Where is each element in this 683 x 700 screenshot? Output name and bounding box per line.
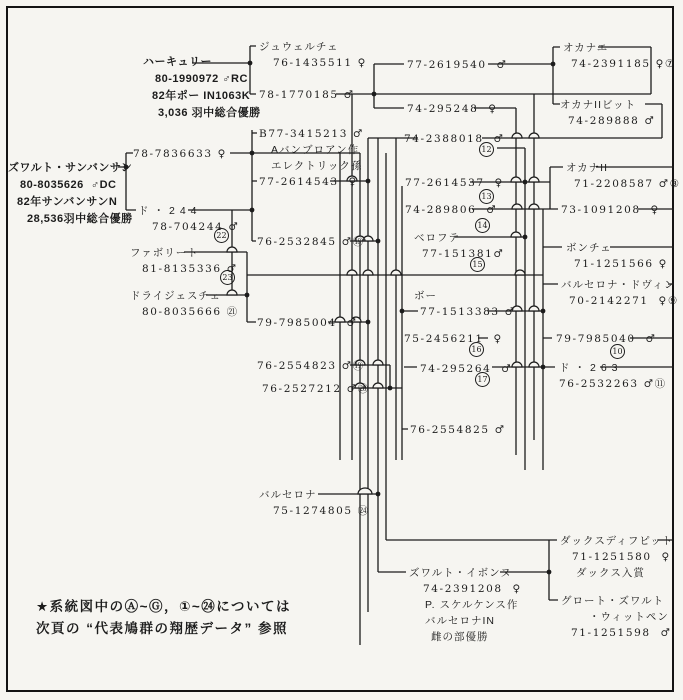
- pedigree-node-ring-74-289806: [405, 202, 497, 218]
- node-row: 78-1770185 ♂: [259, 89, 355, 101]
- node-row: 74-289806 ♂: [405, 204, 498, 216]
- node-row: 80-8035666 ㉑: [142, 306, 239, 318]
- footnote-line-1: ★系統図中のⒶ~Ⓖ，①~㉔については: [36, 599, 292, 614]
- node-row: 71-1251598 ♂: [571, 627, 672, 639]
- node-row: B77-3415213 ♂: [259, 128, 364, 140]
- node-row: 28,536羽中総合優勝: [27, 213, 133, 225]
- node-row: ジュウェルチェ: [259, 41, 339, 53]
- pedigree-node-dax-dief-pit: [560, 533, 673, 581]
- pedigree-node-bo: [414, 288, 516, 320]
- pedigree-node-circ-22: [214, 227, 229, 243]
- node-row: ダックスディフピット: [560, 535, 674, 547]
- circled-number-value: 14: [475, 218, 490, 233]
- circled-number-value: 22: [214, 228, 229, 243]
- circled-number: [479, 188, 494, 204]
- node-row: 74-295248 ♀: [407, 103, 498, 115]
- pedigree-node-circ-17: [475, 371, 490, 387]
- node-row: 74-295264 ♂: [420, 363, 513, 375]
- pedigree-node-circ-16: [469, 341, 484, 357]
- pedigree-node-barcelona-dovin: [561, 277, 679, 309]
- node-row: 80-1990972 ♂RC: [155, 73, 248, 85]
- pedigree-node-ring-76-2532845: [257, 234, 365, 250]
- pedigree-node-okana-2-bit: [560, 97, 655, 129]
- node-row: 74-2391185 ♀⑦: [571, 58, 676, 70]
- pedigree-node-circ-13: [479, 188, 494, 204]
- node-row: オカナエ: [563, 42, 609, 54]
- node-row: ベロフテ: [414, 232, 460, 244]
- pedigree-node-ring-78-1770185: [259, 87, 355, 103]
- node-row: 77-1513383 ♂: [420, 306, 516, 318]
- circled-number-value: 16: [469, 342, 484, 357]
- node-row: 雌の部優勝: [431, 631, 489, 643]
- node-row: 71-2208587 ♂⑧: [574, 178, 681, 190]
- circled-number-value: 23: [220, 270, 235, 285]
- node-row: ズワルト・イボンヌ: [409, 567, 512, 579]
- pedigree-node-okana-2: [566, 160, 681, 192]
- node-row: ダックス入賞: [576, 567, 645, 579]
- node-row: 76-2527212 ♂⑳: [262, 383, 370, 395]
- pedigree-node-ring-76-2527212: [262, 381, 370, 397]
- pedigree-node-ring-74-295248: [407, 101, 498, 117]
- node-row: 77-2614543 ♀: [259, 176, 358, 188]
- circled-number: [479, 141, 494, 157]
- node-row: グロート・ズワルト: [561, 595, 665, 607]
- circled-number-value: 12: [479, 142, 494, 157]
- pedigree-node-circ-12: [479, 141, 494, 157]
- node-row: 78-704244 ♂: [152, 221, 240, 233]
- circled-number: [475, 371, 490, 387]
- node-row: 82年ポー IN1063K: [152, 90, 251, 102]
- pedigree-node-belofte: [414, 230, 504, 262]
- node-row: バルセロナIN: [425, 615, 495, 627]
- pedigree-node-ring-77-2619540: [407, 57, 508, 73]
- circled-number: [610, 343, 625, 359]
- node-row: 71-1251566 ♀: [574, 258, 668, 270]
- node-row: エレクトリック孫: [271, 160, 363, 172]
- pedigree-node-ring-73-1091208: [561, 202, 660, 218]
- node-row: 3,036 羽中総合優勝: [158, 107, 261, 119]
- pedigree-node-okanae: [563, 40, 676, 72]
- node-row: 76-1435511 ♀: [273, 57, 367, 69]
- circled-number: [475, 217, 490, 233]
- node-row: 74-2388018 ♂: [404, 133, 505, 145]
- node-row: ドライジェスチェ: [130, 290, 221, 302]
- node-row: ボー: [414, 290, 437, 302]
- circled-number-value: 13: [479, 189, 494, 204]
- node-row: 74-289888 ♂: [568, 115, 656, 127]
- node-row: 79-7985040 ♂: [556, 333, 657, 345]
- node-row: ファボリート: [130, 247, 199, 259]
- node-row: 73-1091208 ♀: [561, 204, 660, 216]
- node-row: 78-7836633 ♀: [133, 148, 227, 160]
- node-row: 71-1251580 ♀: [572, 551, 671, 563]
- node-row: オカナIIビット: [560, 99, 637, 111]
- pedigree-node-circ-10: [610, 343, 625, 359]
- footnote-line-2: 次頁の “代表鳩群の翔歴データ” 参照: [36, 621, 289, 636]
- node-row: バルセロナ・ドヴィン: [561, 279, 676, 291]
- pedigree-node-zwart-sanbansan: [8, 160, 133, 228]
- node-row: ボンチェ: [566, 242, 612, 254]
- node-row: ド・263: [559, 362, 623, 374]
- node-row: 77-2619540 ♂: [407, 59, 508, 71]
- pedigree-node-zwart-yvonne: [409, 565, 522, 645]
- node-row: 75-2456211 ♀: [404, 333, 503, 345]
- pedigree-node-do-263: [559, 360, 667, 392]
- pedigree-node-ring-79-7985040: [556, 331, 657, 347]
- node-row: 76-2532845 ♂⑱: [257, 236, 365, 248]
- node-row: ハーキュリー: [143, 56, 212, 68]
- pedigree-node-ring-76-2554823: [257, 358, 365, 374]
- circled-number: [470, 256, 485, 272]
- circled-number-value: 15: [470, 257, 485, 272]
- node-row: ド・244: [138, 205, 202, 217]
- pedigree-node-circ-15: [470, 256, 485, 272]
- pedigree-node-dreigestche: [130, 288, 239, 320]
- circled-number-value: 17: [475, 372, 490, 387]
- node-row: 76-2554823 ♂⑲: [257, 360, 365, 372]
- circled-number: [220, 269, 235, 285]
- node-row: P. スケルケンス作: [425, 599, 519, 611]
- pedigree-node-ring-78-7836633: [133, 146, 227, 162]
- node-row: 74-2391208 ♀: [423, 583, 522, 595]
- node-row: 79-7985004 ♂: [257, 317, 358, 329]
- pedigree-node-circ-14: [475, 217, 490, 233]
- pedigree-node-barcelona: [259, 487, 370, 519]
- node-row: ・ウィットペン: [589, 611, 669, 623]
- node-row: 80-8035626 ♂DC: [20, 179, 117, 191]
- pedigree-node-circ-23: [220, 269, 235, 285]
- node-row: 76-2532263 ♂⑪: [559, 378, 667, 390]
- node-row: Aバンブロアン作: [271, 144, 360, 156]
- node-row: 77-2614537 ♀: [405, 177, 504, 189]
- pedigree-node-ring-b77-3415213: [259, 126, 364, 190]
- node-row: オカナII: [566, 162, 609, 174]
- footnote: [36, 596, 291, 640]
- node-row: 75-1274805 ㉔: [273, 505, 370, 517]
- pedigree-node-ring-75-2456211: [404, 331, 503, 347]
- node-row: 81-8135336 ♂: [142, 263, 238, 275]
- pedigree-node-ring-76-2554825: [410, 422, 506, 438]
- node-row: 82年サンバンサンN: [17, 196, 118, 208]
- node-row: 77-151381♂: [422, 248, 505, 260]
- circled-number: [214, 227, 229, 243]
- node-row: 76-2554825 ♂: [410, 424, 506, 436]
- circled-number: [469, 341, 484, 357]
- pedigree-node-ring-74-295264: [420, 361, 512, 377]
- node-row: バルセロナ: [259, 489, 317, 501]
- pedigree-node-groot-zwart: [561, 593, 672, 641]
- pedigree-node-juwelche: [259, 39, 367, 71]
- circled-number-value: 10: [610, 344, 625, 359]
- pedigree-node-ring-79-7985004: [257, 315, 358, 331]
- node-row: 70-2142271 ♀⑨: [569, 295, 679, 307]
- node-row: ズワルト・サンバンサン: [8, 162, 133, 174]
- pedigree-node-bonche: [566, 240, 668, 272]
- pedigree-node-hercules: [143, 54, 261, 122]
